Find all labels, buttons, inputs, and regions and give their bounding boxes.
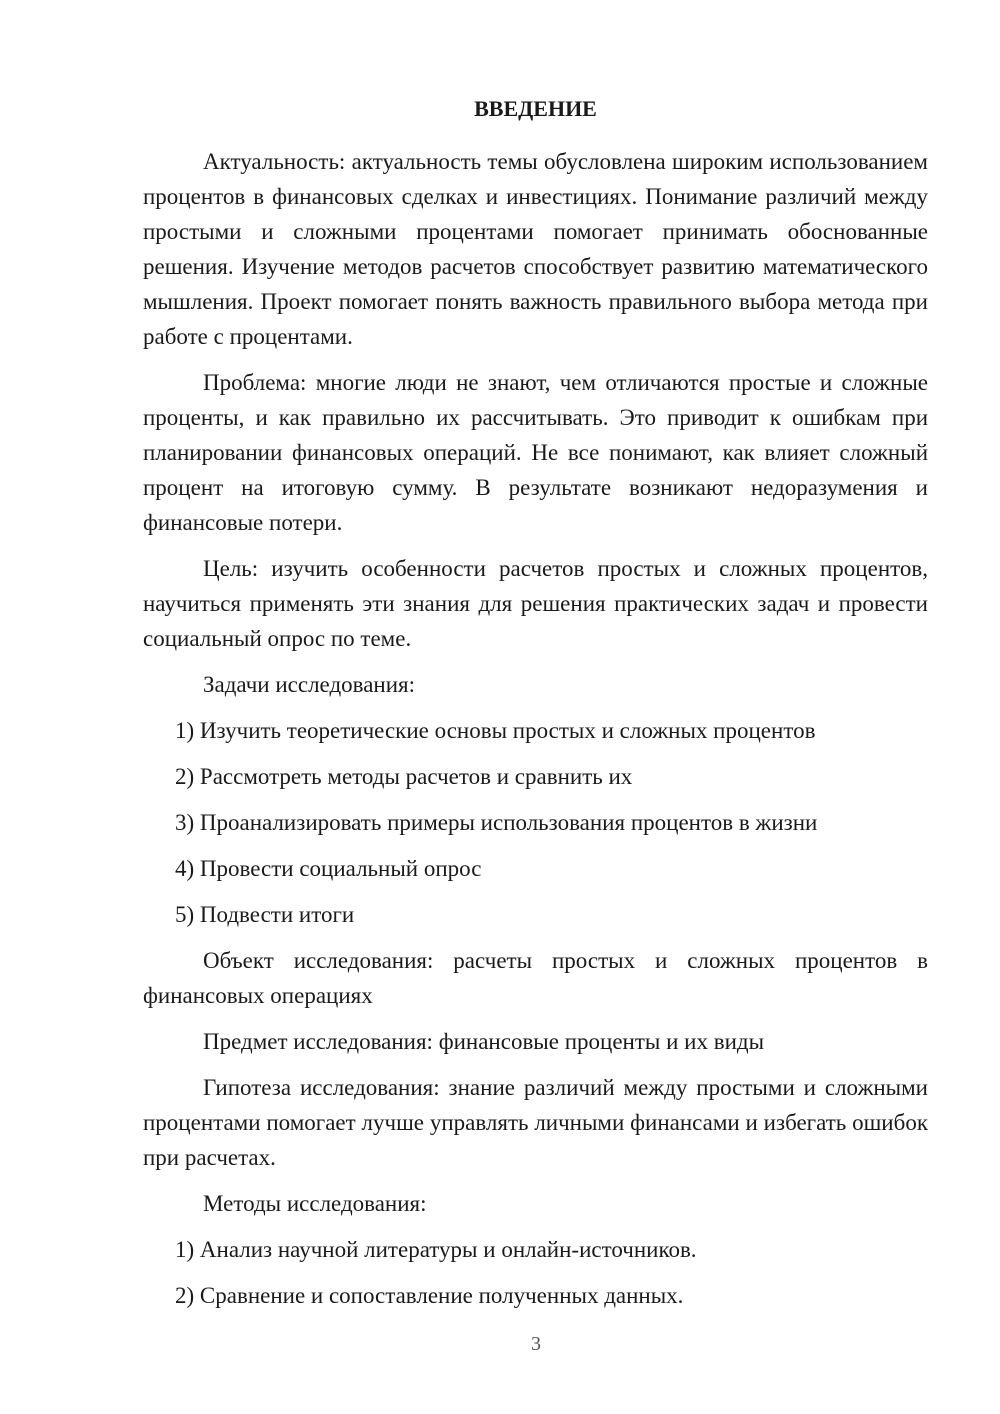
section-title: ВВЕДЕНИЕ <box>474 96 597 121</box>
task-item: 3) Проанализировать примеры использования процентов в жизни <box>175 810 818 835</box>
task-item: 1) Изучить теоретические основы простых и сложных процентов <box>175 718 816 743</box>
paragraph-object: Объект исследования: расчеты простых и сложных процентов в финансовых операциях <box>143 948 928 1008</box>
tasks-heading: Задачи исследования: <box>203 672 416 697</box>
paragraph-relevance: Актуальность: актуальность темы обусловлена широким использованием процентов в финансовых сделках и инвестициях. Понимание различий между простыми и сложными процентами помогает принимать обоснованные решения. Изучение методов расчетов способствует развитию математического мышления. Проект помогает понять важность правильного выбора метода при работе с процентами. <box>143 149 928 349</box>
methods-heading: Методы исследования: <box>203 1191 427 1216</box>
tasks-list <box>143 713 928 932</box>
task-item: 5) Подвести итоги <box>175 902 355 927</box>
task-item: 2) Рассмотреть методы расчетов и сравнить их <box>175 764 633 789</box>
method-item: 1) Анализ научной литературы и онлайн-источников. <box>175 1237 697 1262</box>
page-number: 3 <box>531 1333 541 1355</box>
document-page <box>143 92 928 1324</box>
paragraph-problem: Проблема: многие люди не знают, чем отличаются простые и сложные проценты, и как правильно их рассчитывать. Это приводит к ошибкам при планировании финансовых операций. Не все понимают, как влияет сложный процент на итоговую сумму. В результате возникают недоразумения и финансовые потери. <box>143 370 928 535</box>
paragraph-goal: Цель: изучить особенности расчетов простых и сложных процентов, научиться применять эти знания для решения практических задач и провести социальный опрос по теме. <box>143 556 928 651</box>
task-item: 4) Провести социальный опрос <box>175 856 482 881</box>
paragraph-hypothesis: Гипотеза исследования: знание различий между простыми и сложными процентами помогает лучше управлять личными финансами и избегать ошибок при расчетах. <box>143 1075 928 1170</box>
paragraph-subject: Предмет исследования: финансовые проценты и их виды <box>203 1029 765 1054</box>
methods-list <box>143 1232 928 1313</box>
method-item: 2) Сравнение и сопоставление полученных данных. <box>175 1283 684 1308</box>
